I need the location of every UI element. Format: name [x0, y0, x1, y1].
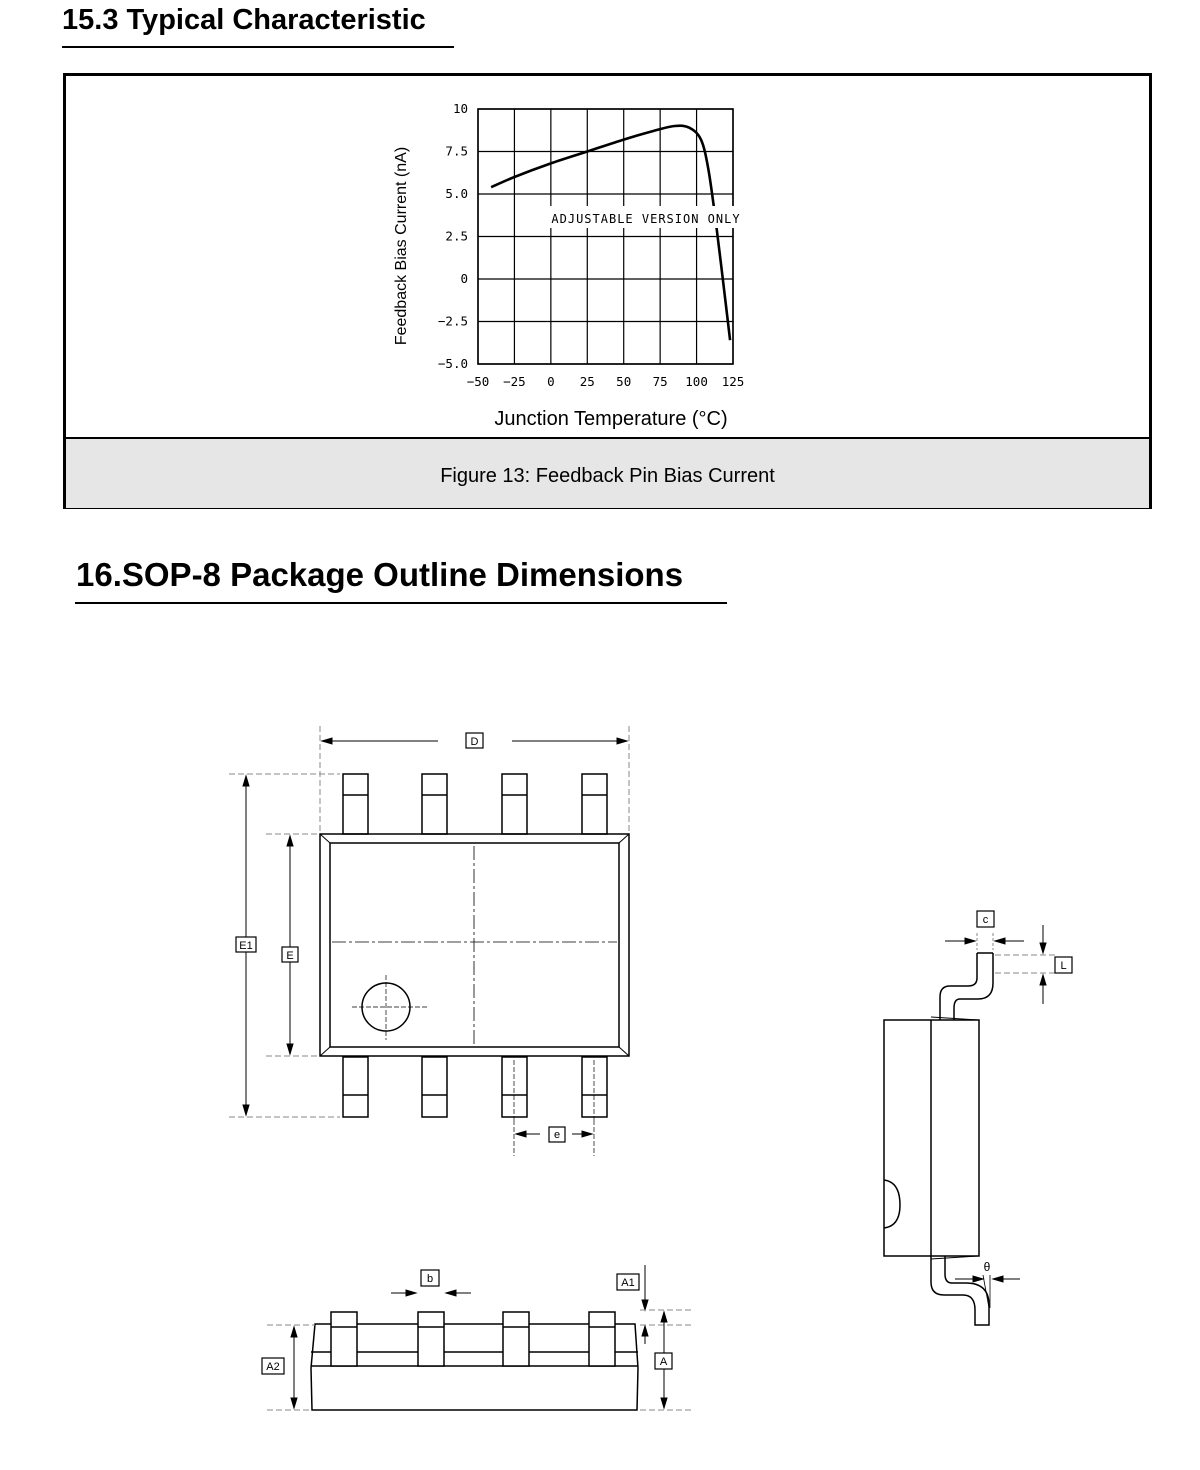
y-tick-label: 5.0 — [445, 186, 468, 201]
x-tick-label: 75 — [652, 374, 668, 389]
label-b: b — [426, 1273, 434, 1285]
x-tick-label: 50 — [616, 374, 632, 389]
x-tick-label: 25 — [579, 374, 595, 389]
dimension-b — [391, 1270, 471, 1296]
label-E1: E1 — [239, 940, 253, 952]
y-tick-label: 10 — [452, 101, 468, 116]
dimension-theta — [955, 1260, 1020, 1308]
figure-caption: Figure 13: Feedback Pin Bias Current — [440, 465, 775, 487]
annotation-text: ADJUSTABLE VERSION ONLY — [551, 212, 741, 226]
y-axis-label: Feedback Bias Current (nA) — [393, 146, 410, 346]
front-view — [262, 1265, 692, 1410]
y-tick-label: −2.5 — [437, 313, 468, 329]
label-A1: A1 — [621, 1277, 635, 1289]
upper-lead — [940, 953, 977, 1020]
y-tick-label: 0 — [460, 271, 468, 286]
label-c: c — [982, 914, 989, 926]
label-A: A — [659, 1356, 668, 1368]
dimension-e — [514, 1120, 594, 1156]
x-tick-label: 100 — [685, 374, 708, 389]
x-tick-label: 125 — [721, 374, 745, 389]
y-tick-label: 7.5 — [445, 143, 468, 159]
label-L: L — [1060, 960, 1067, 972]
side-view — [884, 911, 1072, 1325]
top-pins — [343, 774, 607, 834]
dimension-E1 — [229, 774, 340, 1117]
front-leads — [331, 1312, 615, 1366]
x-tick-label: 0 — [547, 374, 555, 389]
dimension-E — [266, 834, 318, 1056]
dimension-L — [995, 925, 1072, 1004]
package-body-inner — [330, 843, 619, 1047]
section-title-package-outline: 16.SOP-8 Package Outline Dimensions — [76, 556, 684, 593]
label-theta: θ — [983, 1260, 991, 1274]
label-A2: A2 — [266, 1361, 280, 1373]
lower-lead — [931, 1256, 989, 1325]
x-axis-label: Junction Temperature (°C) — [494, 408, 728, 430]
label-e: e — [553, 1129, 561, 1141]
dimension-A2 — [262, 1325, 315, 1410]
top-view — [229, 726, 629, 1156]
bottom-pins — [343, 1057, 607, 1120]
label-E: E — [286, 950, 294, 962]
dimension-A — [640, 1312, 692, 1410]
dimension-A1 — [617, 1265, 692, 1344]
x-tick-label: −25 — [503, 374, 526, 389]
y-tick-label: −5.0 — [437, 356, 468, 371]
section-title-typical-characteristic: 15.3 Typical Characteristic — [62, 4, 426, 36]
label-D: D — [470, 736, 479, 748]
dimension-c — [945, 911, 1024, 950]
package-body-outer — [320, 834, 629, 1056]
y-tick-label: 2.5 — [445, 228, 468, 244]
x-tick-label: −50 — [466, 374, 490, 389]
